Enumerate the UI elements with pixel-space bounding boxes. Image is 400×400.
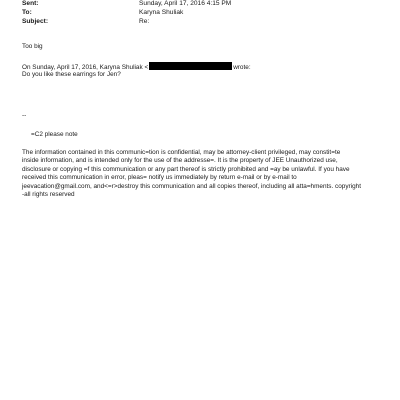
subject-label: Subject: — [22, 18, 49, 25]
confidentiality-disclaimer: The information contained in this communic=tion is confidential, may be attorney-client privileged, may constit=te inside information, and is intended only for the use of the addresse=. It is the property of JEE Unauthorized use, disclosure or copying =f this communication or any part thereof is strictly prohibited and =ay be unlawful. If you have received this communication in error, pleas= notify us immediately by return e-mail or by e-mail to jeevacation@gmail.com, and<=r>destroy this communication and all copies thereof, including all atta=hments. copyright -all rights reserved — [22, 149, 361, 199]
redaction-box — [149, 62, 232, 70]
sent-row — [22, 0, 231, 8]
to-value: Karyna Shuliak — [139, 9, 184, 16]
to-label: To: — [22, 9, 32, 16]
to-row — [22, 9, 183, 17]
separator: -- — [22, 112, 27, 119]
subject-row — [22, 18, 149, 26]
quote-text: Do you like these earrings for Jen? — [22, 71, 121, 78]
sent-value: Sunday, April 17, 2016 4:15 PM — [139, 0, 232, 7]
subject-value: Re: — [139, 18, 150, 25]
reply-text: Too big — [22, 43, 43, 50]
quote-intro-before: On Sunday, April 17, 2016, Karyna Shuliak < — [22, 64, 149, 71]
signature: =C2 please note — [31, 131, 78, 138]
quote-intro-after: wrote: — [233, 64, 251, 71]
sent-label: Sent: — [22, 0, 39, 7]
